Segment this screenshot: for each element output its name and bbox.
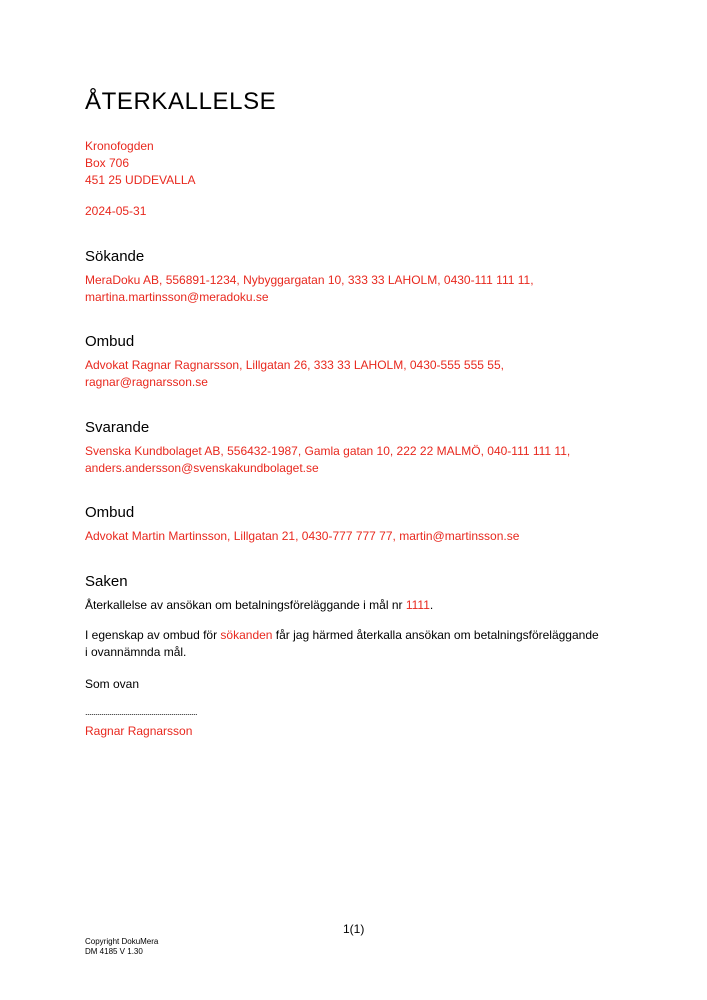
recipient-box: Box 706: [85, 156, 130, 170]
closing-text: Som ovan: [85, 677, 140, 691]
ombud-2-details: [85, 528, 519, 545]
recipient-address: [85, 138, 196, 189]
ombud-1-line-1: Advokat Ragnar Ragnarsson, Lillgatan 26, 333 33 LAHOLM, 0430-555 555 55,: [85, 358, 504, 372]
saken-paragraph-2: [85, 627, 599, 661]
section-heading-ombud-1: Ombud: [85, 333, 135, 350]
sokande-details: [85, 272, 534, 306]
saken-p2-line-2: i ovannämnda mål.: [85, 645, 187, 659]
ombud-1-line-2: ragnar@ragnarsson.se: [85, 375, 208, 389]
section-heading-sokande: Sökande: [85, 248, 145, 265]
signature-line: ........................................................: [85, 707, 198, 717]
sokande-line-1: MeraDoku AB, 556891-1234, Nybyggargatan 10, 333 33 LAHOLM, 0430-111 111 11,: [85, 273, 534, 287]
saken-p2-prefix: I egenskap av ombud för: [85, 628, 221, 642]
saken-p1-text: Återkallelse av ansökan om betalningsföreläggande i mål nr: [85, 598, 406, 612]
saken-p1-suffix: .: [429, 598, 434, 612]
footer-copyright: Copyright DokuMera: [85, 937, 159, 946]
document-date: 2024-05-31: [85, 204, 147, 218]
footer: [85, 937, 158, 957]
svarande-details: [85, 443, 570, 477]
section-heading-svarande: Svarande: [85, 419, 150, 436]
case-number: 1111: [405, 598, 430, 612]
recipient-city: 451 25 UDDEVALLA: [85, 173, 196, 187]
party-role: sökanden: [220, 628, 273, 642]
signature-name: Ragnar Ragnarsson: [85, 724, 193, 738]
section-heading-saken: Saken: [85, 573, 128, 590]
ombud-2-line-1: Advokat Martin Martinsson, Lillgatan 21, 0430-777 777 77, martin@martinsson.se: [85, 529, 520, 543]
page-number: 1(1): [343, 922, 365, 936]
saken-p2-suffix: får jag härmed återkalla ansökan om betalningsföreläggande: [272, 628, 599, 642]
svarande-line-1: Svenska Kundbolaget AB, 556432-1987, Gamla gatan 10, 222 22 MALMÖ, 040-111 111 11,: [85, 444, 571, 458]
sokande-line-2: martina.martinsson@meradoku.se: [85, 290, 269, 304]
svarande-line-2: anders.andersson@svenskakundbolaget.se: [85, 461, 319, 475]
recipient-name: Kronofogden: [85, 139, 154, 153]
footer-version: DM 4185 V 1.30: [85, 947, 143, 956]
section-heading-ombud-2: Ombud: [85, 504, 135, 521]
ombud-1-details: [85, 357, 504, 391]
saken-paragraph-1: [85, 597, 433, 614]
document-title: ÅTERKALLELSE: [85, 88, 277, 115]
